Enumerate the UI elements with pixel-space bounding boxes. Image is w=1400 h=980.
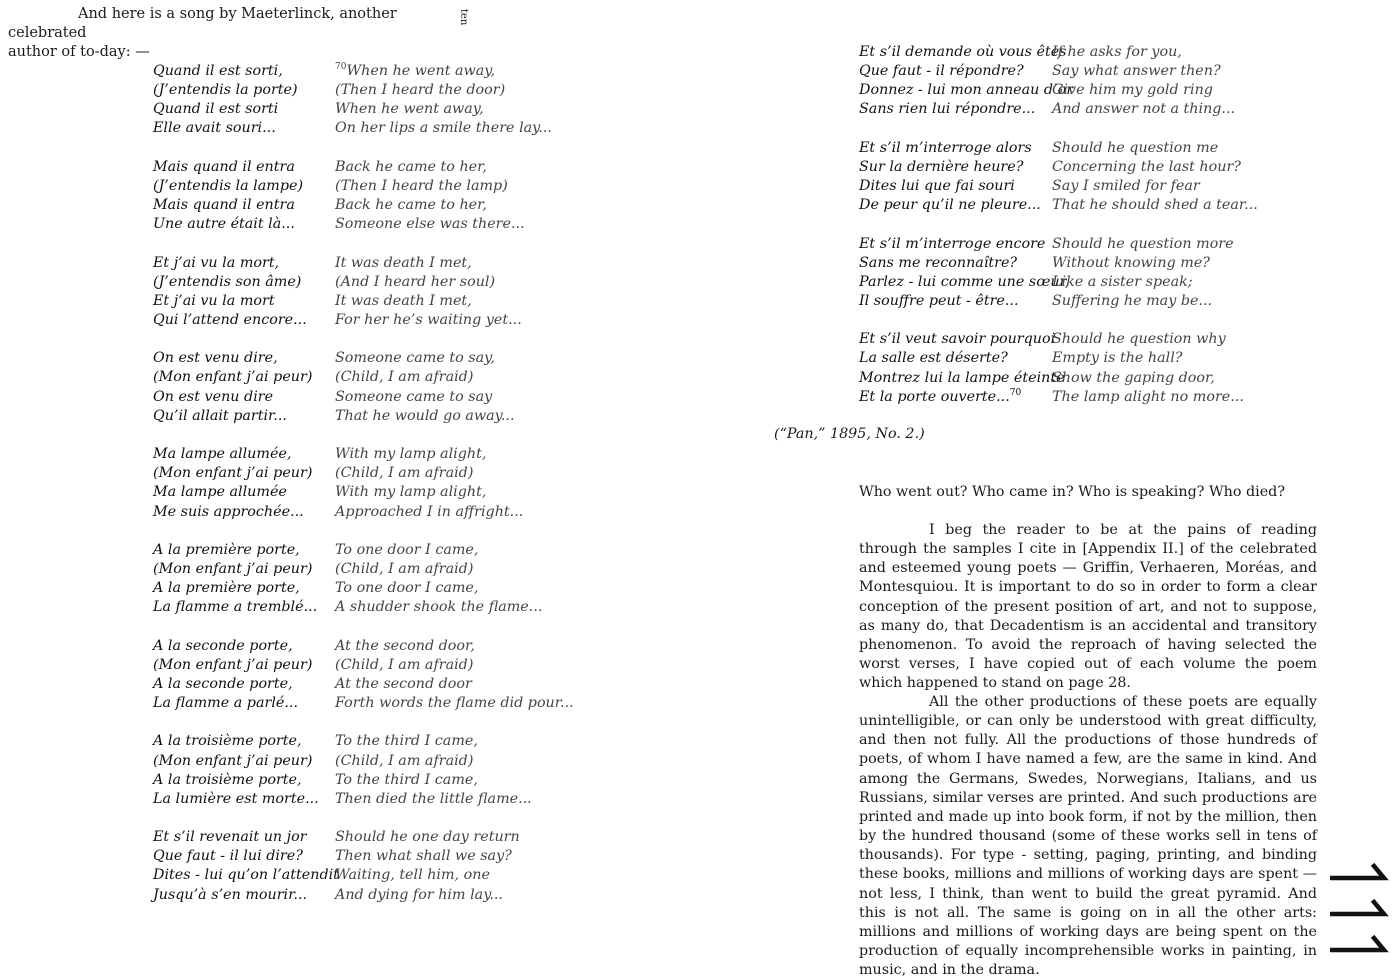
verse-line: [153, 349, 574, 368]
french-verse: (J’entendis la porte): [153, 82, 298, 99]
english-verse: If he asks for you,: [1052, 44, 1182, 60]
french-verse: Dites - lui qu’on l’attendit: [153, 867, 339, 884]
french-verse: Donnez - lui mon anneau d’or: [859, 82, 1074, 99]
english-verse: Give him my gold ring: [1052, 82, 1213, 99]
english-verse: Show the gaping door,: [1052, 369, 1215, 386]
french-verse: Et s’il revenait un jor: [153, 829, 307, 846]
french-verse: Elle avait souri...: [153, 120, 276, 137]
verse-line: [153, 119, 574, 138]
english-verse: To one door I came,: [335, 541, 479, 558]
french-verse: Jusqu’à s’en mourir...: [153, 886, 308, 903]
verse-line: [859, 388, 1258, 407]
french-verse: A la troisième porte,: [153, 771, 302, 788]
english-verse: That he would go away...: [335, 407, 515, 424]
stanza: [153, 732, 574, 809]
stanza: [153, 541, 574, 618]
english-verse-text: When he went away,: [346, 63, 495, 79]
english-verse: With my lamp alight,: [335, 484, 487, 501]
english-verse: Like a sister speak;: [1052, 273, 1193, 290]
verse-line: [859, 349, 1258, 368]
french-verse: La flamme a tremblé...: [153, 599, 318, 616]
page-number-digit: [1330, 938, 1384, 950]
english-verse: Forth words the flame did pour...: [335, 695, 574, 712]
verse-line: [153, 388, 574, 407]
english-verse: At the second door: [335, 675, 472, 692]
verse-line: [859, 62, 1258, 81]
english-verse: When he went away,: [335, 101, 484, 118]
english-verse: It was death I met,: [335, 254, 472, 271]
verse-line: [153, 81, 574, 100]
french-verse: Qu’il allait partir...: [153, 407, 287, 424]
english-verse: (Child, I am afraid): [335, 369, 474, 386]
verse-line: [153, 177, 574, 196]
french-verse: Sans rien lui répondre...: [859, 101, 1036, 118]
verse-line: [153, 732, 574, 751]
english-verse: For her he’s waiting yet...: [335, 312, 522, 328]
french-verse: A la troisième porte,: [153, 733, 302, 750]
verse-line: [859, 43, 1258, 62]
verse-line: [153, 503, 574, 522]
intro-line-1: And here is a song by Maeterlinck, another celebrated: [8, 6, 397, 41]
prose-question: Who went out? Who came in? Who is speaking? Who died?: [859, 484, 1286, 500]
verse-line: [859, 273, 1258, 292]
verse-line: [153, 752, 574, 771]
stanza: [153, 349, 574, 426]
verse-line: [153, 196, 574, 215]
french-verse: Dites lui que fai souri: [859, 178, 1015, 195]
english-verse: It was death I met,: [335, 292, 472, 309]
verse-line: [153, 254, 574, 273]
stanza: [859, 330, 1258, 407]
stanza: [153, 637, 574, 714]
english-verse: Should he question me: [1052, 139, 1219, 156]
french-verse: Et s’il demande où vous êtes: [859, 44, 1067, 60]
english-verse: (Then I heard the lamp): [335, 177, 508, 194]
page-number-digit: [1330, 866, 1384, 878]
english-verse: Then died the little flame...: [335, 790, 532, 807]
verse-line: [153, 292, 574, 311]
french-verse: On est venu dire: [153, 388, 274, 405]
english-verse: Back he came to her,: [335, 158, 487, 175]
french-verse: (Mon enfant j’ai peur): [153, 369, 313, 386]
english-verse: To the third I came,: [335, 771, 478, 788]
english-verse: Approached I in affright...: [335, 503, 524, 520]
verse-line: [859, 196, 1258, 215]
french-verse: (J’entendis la lampe): [153, 177, 304, 194]
verse-line: [153, 828, 574, 847]
footnote-marker: 70: [1009, 388, 1022, 398]
english-verse: Should he question why: [1052, 331, 1226, 348]
verse-line: [859, 139, 1258, 158]
verse-line: [153, 158, 574, 177]
verse-line: [153, 407, 574, 426]
verse-line: [859, 235, 1258, 254]
french-verse: Une autre était là...: [153, 216, 295, 233]
french-verse: Et s’il m’interroge alors: [859, 139, 1032, 156]
french-verse: [859, 388, 1052, 407]
french-verse: A la première porte,: [153, 580, 300, 597]
verse-line: [153, 368, 574, 387]
verse-line: [153, 790, 574, 809]
english-verse: Should he one day return: [335, 829, 520, 846]
stanza: [153, 254, 574, 331]
french-verse: (Mon enfant j’ai peur): [153, 465, 313, 482]
stanza: [153, 445, 574, 522]
french-verse: Ma lampe allumée: [153, 484, 287, 501]
french-verse: De peur qu’il ne pleure...: [859, 197, 1041, 214]
english-verse: (Then I heard the door): [335, 82, 506, 99]
stanza: [153, 828, 574, 905]
english-verse: That he should shed a tear...: [1052, 197, 1258, 214]
french-verse: Quand il est sorti,: [153, 63, 283, 79]
verse-line: [153, 694, 574, 713]
verse-line: [153, 215, 574, 234]
english-verse: On her lips a smile there lay...: [335, 120, 552, 137]
margin-label: ten: [458, 9, 469, 26]
french-verse: Qui l’attend encore...: [153, 312, 307, 328]
page-number-digit: [1330, 902, 1384, 914]
english-verse: And answer not a thing...: [1052, 101, 1236, 118]
french-verse: Parlez - lui comme une sœur,: [859, 273, 1070, 290]
verse-line: [153, 445, 574, 464]
verse-line: [859, 158, 1258, 177]
english-verse: To the third I came,: [335, 733, 478, 750]
english-verse: Someone else was there...: [335, 216, 525, 233]
stanza: [859, 43, 1258, 120]
french-verse: Mais quand il entra: [153, 197, 295, 214]
french-verse: Et s’il m’interroge encore: [859, 235, 1046, 252]
verse-line: [859, 81, 1258, 100]
english-verse: Say I smiled for fear: [1052, 178, 1200, 195]
english-verse: (Child, I am afraid): [335, 465, 474, 482]
french-verse: Sur la dernière heure?: [859, 158, 1024, 175]
french-verse: A la seconde porte,: [153, 637, 293, 654]
french-verse: Il souffre peut - être...: [859, 293, 1019, 309]
french-verse: A la première porte,: [153, 541, 300, 558]
english-verse: Then what shall we say?: [335, 848, 512, 865]
verse-line: [859, 292, 1258, 311]
verse-line: [153, 656, 574, 675]
english-verse: Someone came to say,: [335, 350, 495, 367]
french-verse: A la seconde porte,: [153, 675, 293, 692]
english-verse: Empty is the hall?: [1052, 350, 1183, 367]
intro-paragraph: [8, 5, 478, 62]
verse-line: [153, 637, 574, 656]
english-verse: With my lamp alight,: [335, 446, 487, 463]
verse-line: [153, 541, 574, 560]
english-verse: (Child, I am afraid): [335, 752, 474, 769]
english-verse: Back he came to her,: [335, 197, 487, 214]
french-verse: La salle est déserte?: [859, 350, 1008, 367]
english-verse: (Child, I am afraid): [335, 560, 474, 577]
french-verse: Sans me reconnaître?: [859, 254, 1018, 271]
french-verse: Que faut - il répondre?: [859, 63, 1024, 80]
french-verse: (Mon enfant j’ai peur): [153, 656, 313, 673]
verse-line: [153, 273, 574, 292]
english-verse: A shudder shook the flame...: [335, 599, 543, 616]
french-verse-text: Et la porte ouverte...: [859, 388, 1010, 405]
verse-line: [153, 62, 574, 81]
english-verse: [335, 62, 495, 81]
prose-paragraph-2: All the other productions of these poets are equally unintelligible, or can only be understood with great difficulty, and then not fully. All the productions of those hundreds of poets, of whom I have named a few, are the same in kind. And among the Germans, Swedes, Norwegians, Italians, and us Russians, similar verses are printed. And such productions are printed and made up into book form, if not by the million, then by the hundred thousand (some of these works sell in tens of thousands). For type - setting, paging, printing, and binding these books, millions and millions of working days are spent — not less, I think, than went to build the great pyramid. And this is not all. The same is going on in all the other arts: millions and millions of working days are being spent on the production of equally incomprehensible works in painting, in music, and in the drama.: [859, 694, 1317, 979]
french-verse: Quand il est sorti: [153, 101, 279, 118]
french-verse: Et s’il veut savoir pourquoi: [859, 331, 1056, 348]
poem-right-column: [859, 43, 1258, 426]
french-verse: (Mon enfant j’ai peur): [153, 752, 313, 769]
english-verse: Waiting, tell him, one: [335, 867, 490, 884]
french-verse: Mais quand il entra: [153, 158, 295, 175]
verse-line: [153, 100, 574, 119]
verse-line: [859, 330, 1258, 349]
prose-paragraph-1: I beg the reader to be at the pains of reading through the samples I cite in [Appendix II.] of the celebrated and esteemed young poets — Griffin, Verhaeren, Moréas, and Montesquiou. It is important to do so in order to form a clear conception of the present position of art, and not to suppose, as many do, that Decadentism is an accidental and transitory phenomenon. To avoid the reproach of having selected the worst verses, I have copied out of each volume the poem which happened to stand on page 28.: [859, 522, 1317, 692]
english-verse: Concerning the last hour?: [1052, 158, 1241, 175]
english-verse: Should he question more: [1052, 235, 1234, 252]
footnote-marker: 70: [335, 62, 347, 73]
english-verse: And dying for him lay...: [335, 886, 504, 903]
french-verse: Et j’ai vu la mort: [153, 292, 275, 309]
english-verse: Suffering he may be...: [1052, 293, 1213, 309]
english-verse: Someone came to say: [335, 388, 493, 405]
verse-line: [153, 866, 574, 885]
verse-line: [153, 847, 574, 866]
english-verse: To one door I came,: [335, 580, 479, 597]
verse-line: [153, 560, 574, 579]
english-verse: (Child, I am afraid): [335, 656, 474, 673]
verse-line: [153, 464, 574, 483]
poem-source: (“Pan,” 1895, No. 2.): [774, 426, 925, 442]
intro-line-2: author of to-day: —: [8, 44, 150, 60]
verse-line: [859, 254, 1258, 273]
english-verse: Without knowing me?: [1052, 254, 1210, 271]
french-verse: Me suis approchée...: [153, 503, 304, 520]
verse-line: [859, 100, 1258, 119]
french-verse: Que faut - il lui dire?: [153, 848, 303, 865]
stanza: [859, 139, 1258, 216]
english-verse: (And I heard her soul): [335, 273, 496, 290]
stanza: [153, 158, 574, 235]
verse-line: [153, 483, 574, 502]
french-verse: Et j’ai vu la mort,: [153, 254, 280, 271]
verse-line: [859, 177, 1258, 196]
french-verse: (Mon enfant j’ai peur): [153, 560, 313, 577]
english-verse: At the second door,: [335, 637, 475, 654]
verse-line: [153, 579, 574, 598]
french-verse: La lumière est morte...: [153, 790, 319, 807]
verse-line: [153, 675, 574, 694]
poem-left-column: [153, 62, 574, 924]
french-verse: (J’entendis son âme): [153, 273, 302, 290]
stanza: [153, 62, 574, 139]
verse-line: [153, 311, 574, 330]
verse-line: [153, 598, 574, 617]
page-number: [1330, 862, 1390, 962]
french-verse: Ma lampe allumée,: [153, 446, 292, 463]
english-verse: Say what answer then?: [1052, 63, 1221, 80]
verse-line: [153, 886, 574, 905]
french-verse: La flamme a parlé...: [153, 695, 298, 712]
stanza: [859, 235, 1258, 312]
verse-line: [153, 771, 574, 790]
french-verse: Montrez lui la lampe éteinte: [859, 369, 1065, 386]
verse-line: [859, 369, 1258, 388]
english-verse: The lamp alight no more...: [1052, 388, 1244, 405]
french-verse: On est venu dire,: [153, 350, 278, 367]
